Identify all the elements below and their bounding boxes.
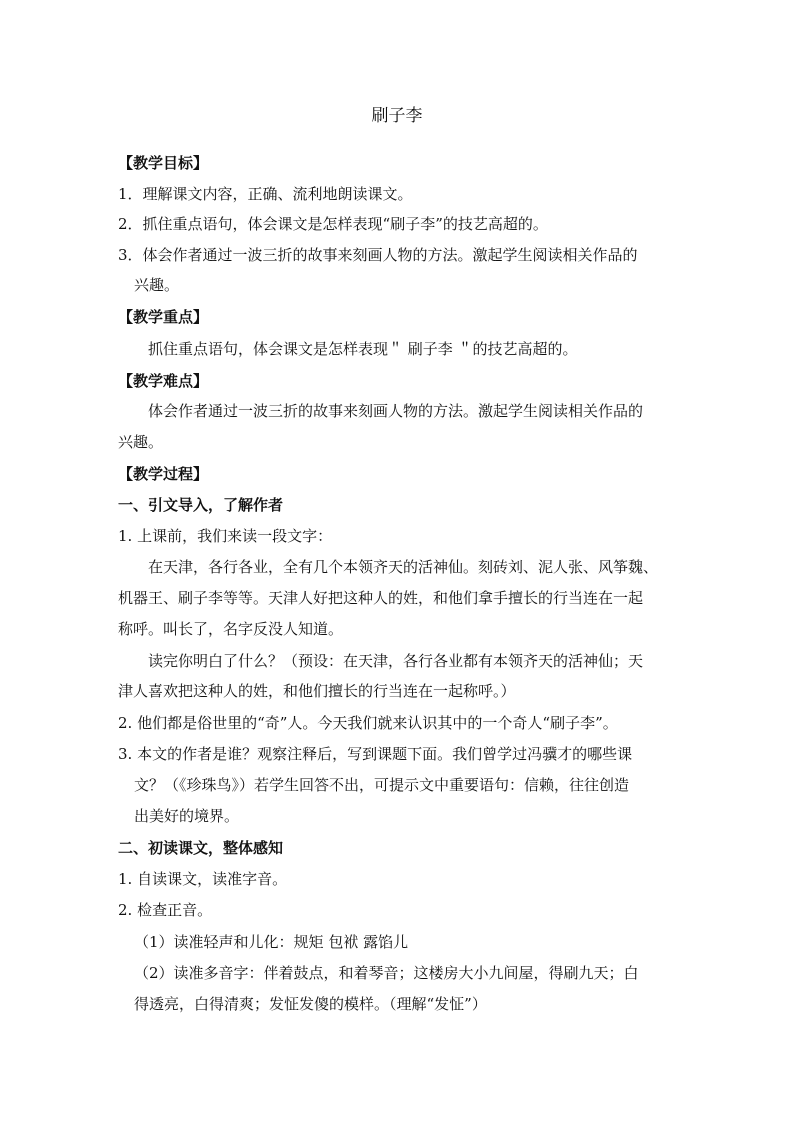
quote-paragraph-line-2: 机器王、刷子李等等。天津人好把这种人的姓，和他们拿手擅长的行当连在一起	[118, 589, 644, 607]
document-title: 刷子李	[371, 106, 423, 126]
part-one-item-3: 3. 本文的作者是谁？观察注释后，写到课题下面。我们曾学过冯骥才的哪些课	[118, 745, 633, 763]
part-one-item-3-line-2: 文？（《珍珠鸟》）若学生回答不出，可提示文中重要语句：信赖，往往创造	[134, 776, 630, 794]
quote-paragraph-line-3: 称呼。叫长了，名字反没人知道。	[118, 620, 344, 638]
part-one-item-2: 2. 他们都是俗世里的“奇”人。今天我们就来认识其中的一个奇人“刷子李”。	[118, 714, 618, 732]
difficulty-heading: 【教学难点】	[118, 372, 209, 390]
goals-heading: 【教学目标】	[118, 154, 209, 172]
part-two-item-2: 2. 检查正音。	[118, 901, 213, 919]
goal-item-3: 3．体会作者通过一波三折的故事来刻画人物的方法。激起学生阅读相关作品的	[118, 246, 638, 264]
reading-question-line-2: 津人喜欢把这种人的姓，和他们擅长的行当连在一起称呼。）	[118, 682, 516, 700]
part-one-item-1: 1. 上课前，我们来读一段文字：	[118, 527, 333, 545]
goal-item-1: 1．理解课文内容，正确、流利地朗读课文。	[118, 185, 413, 203]
goal-item-3-continued: 兴趣。	[134, 276, 180, 294]
process-heading: 【教学过程】	[118, 465, 209, 483]
pronunciation-item-2-line-2: 得透亮，白得清爽；发怔发傻的模样。（理解“发怔”）	[134, 995, 487, 1013]
part-one-heading: 一、引文导入，了解作者	[118, 496, 284, 514]
quote-paragraph: 在天津，各行各业，全有几个本领齐天的活神仙。刻砖刘、泥人张、风筝魏、	[148, 558, 659, 576]
pronunciation-item-1: （1）读准轻声和儿化：规矩 包袱 露馅儿	[134, 933, 409, 951]
difficulty-text-continued: 兴趣。	[118, 433, 164, 451]
difficulty-text: 体会作者通过一波三折的故事来刻画人物的方法。激起学生阅读相关作品的	[148, 402, 644, 420]
part-one-item-3-line-3: 出美好的境界。	[134, 807, 240, 825]
part-two-heading: 二、初读课文，整体感知	[118, 839, 284, 857]
pronunciation-item-2: （2）读准多音字：伴着鼓点，和着琴音；这楼房大小九间屋，得刷九天；白	[134, 964, 639, 982]
part-two-item-1: 1. 自读课文，读准字音。	[118, 870, 288, 888]
reading-question: 读完你明白了什么？（预设：在天津，各行各业都有本领齐天的活神仙；天	[148, 652, 644, 670]
goal-item-2: 2．抓住重点语句，体会课文是怎样表现“刷子李”的技艺高超的。	[118, 215, 548, 233]
key-point-text: 抓住重点语句，体会课文是怎样表现＂ 刷子李 ＂的技艺高超的。	[148, 340, 578, 358]
key-point-heading: 【教学重点】	[118, 308, 209, 326]
